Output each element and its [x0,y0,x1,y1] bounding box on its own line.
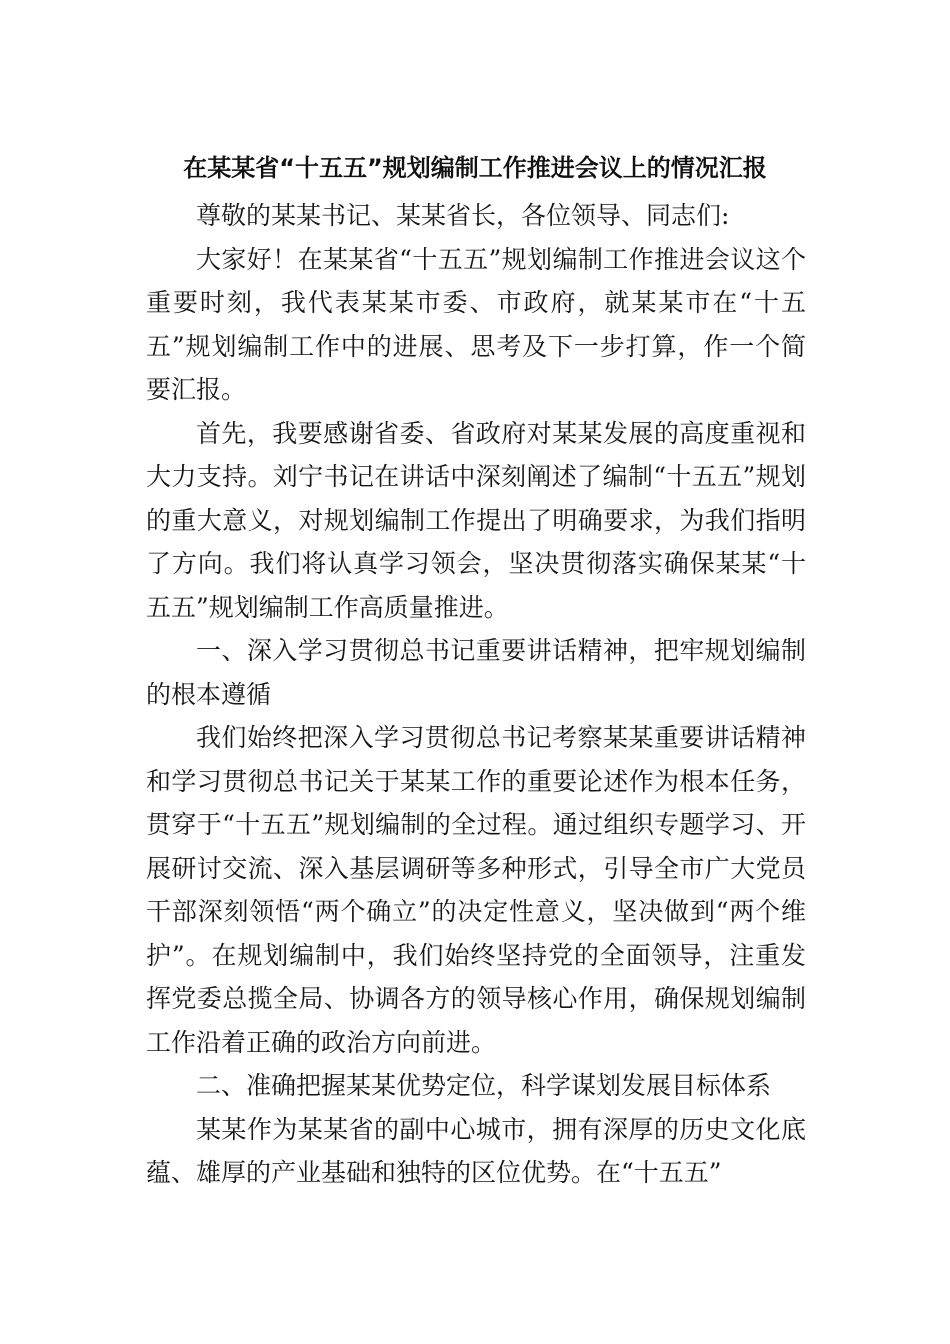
section-heading-1: 一、深入学习贯彻总书记重要讲话精神，把牢规划编制的根本遵循 [146,636,806,709]
opening-paragraph: 大家好！在某某省“十五五”规划编制工作推进会议这个重要时刻，我代表某某市委、市政府，就某某市在“十五五”规划编制工作中的进展、思考及下一步打算，作一个简要汇报。 [146,244,806,404]
thanks-paragraph: 首先，我要感谢省委、省政府对某某发展的高度重视和大力支持。刘宁书记在讲话中深刻阐述了编制“十五五”规划的重大意义，对规划编制工作提出了明确要求，为我们指明了方向。我们将认真学习领会，坚决贯彻落实确保某某“十五五”规划编制工作高质量推进。 [146,418,806,622]
section-heading-2: 二、准确把握某某优势定位，科学谋划发展目标体系 [196,1071,772,1100]
section-1-paragraph: 我们始终把深入学习贯彻总书记考察某某重要讲话精神和学习贯彻总书记关于某某工作的重要论述作为根本任务，贯穿于“十五五”规划编制的全过程。通过组织专题学习、开展研讨交流、深入基层调研等多种形式，引导全市广大党员干部深刻领悟“两个确立”的决定性意义，坚决做到“两个维护”。在规划编制中，我们始终坚持党的全面领导，注重发挥党委总揽全局、协调各方的领导核心作用，确保规划编制工作沿着正确的政治方向前进。 [146,723,806,1057]
document-title: 在某某省“十五五”规划编制工作推进会议上的情况汇报 [183,154,767,182]
section-2-paragraph: 某某作为某某省的副中心城市，拥有深厚的历史文化底蕴、雄厚的产业基础和独特的区位优势。在“十五五” [146,1114,806,1187]
salutation-paragraph: 尊敬的某某书记、某某省长，各位领导、同志们: [196,201,730,230]
document-body [146,194,806,1195]
